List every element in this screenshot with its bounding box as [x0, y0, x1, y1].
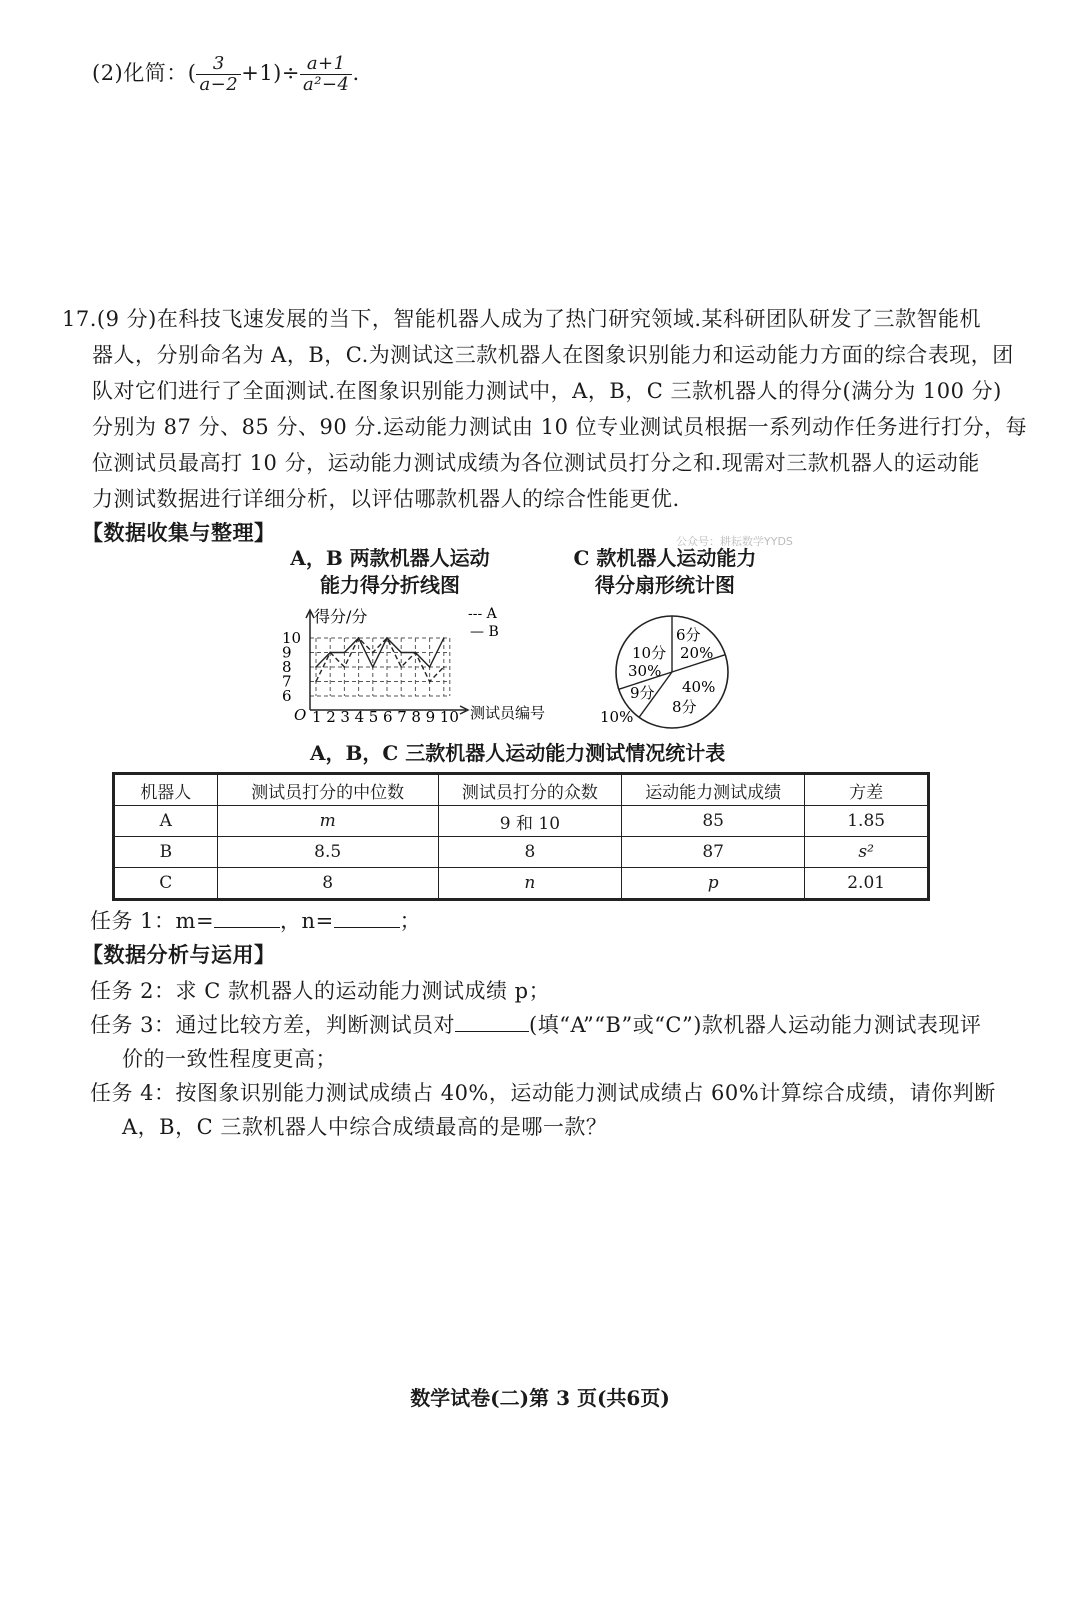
table-row: [114, 868, 929, 900]
x-tick-label: 2: [326, 708, 336, 725]
answer-blank-task3[interactable]: [455, 1009, 529, 1032]
table-cell: 8: [438, 837, 621, 868]
pie-pct-8: 40%: [682, 678, 716, 696]
x-tick-label: 4: [354, 708, 365, 725]
y-axis-label: 得分/分: [314, 607, 368, 626]
table-header: 测试员打分的众数: [438, 774, 621, 806]
point-b: [429, 666, 431, 668]
x-tick-label: 6: [383, 708, 393, 725]
table-cell: B: [114, 837, 218, 868]
x-tick-label: 10: [439, 708, 459, 725]
point-a: [429, 681, 431, 683]
y-tick-label: 6: [282, 687, 292, 705]
line-chart-title: A，B 两款机器人运动 能力得分折线图: [290, 546, 490, 597]
table-cell: 1.85: [805, 806, 929, 837]
table-cell: m: [217, 806, 438, 837]
x-tick-label: 7: [397, 708, 407, 725]
pie-chart: [590, 612, 750, 732]
point-b: [386, 637, 388, 639]
y-tick-label: 8: [282, 658, 292, 676]
q16-part2: (2)化简：( $\frac{3}{a-2}$ +1)÷ $\frac{a+1}{\text{a²−4}}$ .: [92, 53, 360, 95]
task-1: 任务 1：m= ，n= ；: [90, 904, 421, 938]
pie-pct-6: 20%: [680, 644, 714, 662]
pie-pct-9: 10%: [600, 708, 634, 726]
point-b: [400, 652, 402, 654]
pie-pct-10: 30%: [628, 662, 662, 680]
y-tick-label: 9: [282, 643, 292, 662]
table-title: A，B，C 三款机器人运动能力测试情况统计表: [310, 741, 726, 765]
table-row: [114, 837, 929, 868]
point-b: [344, 652, 346, 654]
origin-label: O: [294, 706, 307, 724]
point-b: [329, 652, 331, 654]
pie-label-6: 6分: [676, 626, 701, 644]
pie-label-10: 10分: [632, 644, 667, 662]
table-header: 测试员打分的中位数: [217, 774, 438, 806]
y-tick-label: 10: [282, 629, 302, 647]
q17-line-4: 分别为 87 分、85 分、90 分.运动能力测试由 10 位专业测试员根据一系列动作任务进行打分，每: [92, 415, 1028, 439]
x-axis-label: 测试员编号: [470, 704, 546, 722]
q17-line-3: 队对它们进行了全面测试.在图象识别能力测试中，A，B，C 三款机器人的得分(满分为 100 分): [92, 379, 1002, 403]
task-4-cont: A，B，C 三款机器人中综合成绩最高的是哪一款？: [122, 1115, 608, 1139]
answer-blank-m[interactable]: [214, 905, 280, 928]
pie-chart-title: C 款机器人运动能力 得分扇形统计图: [573, 546, 757, 597]
q17-line-2: 器人，分别命名为 A，B，C.为测试这三款机器人在图象识别能力和运动能力方面的综合表现，团: [92, 343, 1014, 367]
task-3: 任务 3：通过比较方差，判断测试员对 (填“A”“B”或“C”)款机器人运动能力测试表现评: [90, 1008, 981, 1042]
point-b: [415, 652, 417, 654]
pie-label-9: 9分: [630, 684, 655, 702]
section-data-analysis: 【数据分析与运用】: [82, 942, 276, 967]
table-cell: A: [114, 806, 218, 837]
stats-table: [112, 772, 930, 901]
x-tick-label: 8: [411, 708, 421, 725]
table-cell: 2.01: [805, 868, 929, 900]
point-a: [344, 666, 346, 668]
point-a: [443, 666, 445, 668]
point-a: [372, 652, 374, 654]
x-tick-label: 3: [340, 708, 350, 725]
q17-line-6: 力测试数据进行详细分析，以评估哪款机器人的综合性能更优.: [92, 487, 680, 511]
q17-line-5: 位测试员最高打 10 分，运动能力测试成绩为各位测试员打分之和.现需对三款机器人的运动能: [92, 451, 980, 475]
y-tick-label: 7: [282, 672, 292, 691]
table-cell: C: [114, 868, 218, 900]
point-b: [315, 666, 317, 668]
table-cell: 8.5: [217, 837, 438, 868]
watermark: 公众号：耕耘数学YYDS: [676, 535, 793, 548]
table-cell: n: [438, 868, 621, 900]
table-cell: 87: [622, 837, 805, 868]
table-cell: 9 和 10: [438, 806, 621, 837]
page-footer: 数学试卷(二)第 3 页(共6页): [410, 1386, 670, 1410]
task-3-cont: 价的一致性程度更高；: [122, 1047, 337, 1071]
x-tick-label: 9: [425, 708, 436, 725]
table-header: 机器人: [114, 774, 218, 806]
table-cell: p: [622, 868, 805, 900]
point-b: [358, 637, 360, 639]
table-cell: s²: [805, 837, 929, 868]
series-line-a: [316, 638, 444, 682]
legend-a: --- A: [468, 606, 497, 622]
task-4: 任务 4：按图象识别能力测试成绩占 40%，运动能力测试成绩占 60%计算综合成绩，请你判断: [90, 1081, 996, 1105]
point-b: [443, 637, 445, 639]
table-cell: 85: [622, 806, 805, 837]
section-data-collection: 【数据收集与整理】: [82, 520, 276, 545]
task-2: 任务 2：求 C 款机器人的运动能力测试成绩 p；: [90, 979, 551, 1003]
point-b: [372, 666, 374, 668]
fraction-2: $\frac{a+1}{\text{a²−4}}$: [300, 54, 352, 95]
q17-line-1: 17.(9 分)在科技飞速发展的当下，智能机器人成为了热门研究领域.某科研团队研发了三款智能机: [62, 307, 981, 331]
fraction-1: $\frac{3}{a-2}$: [196, 54, 241, 95]
table-header-row: [114, 774, 929, 806]
table-header: 方差: [805, 774, 929, 806]
line-chart: [280, 600, 580, 725]
pie-label-8: 8分: [672, 698, 697, 716]
point-a: [315, 681, 317, 683]
legend-b: — B: [470, 624, 499, 640]
x-tick-label: 1: [312, 708, 322, 725]
table-cell: 8: [217, 868, 438, 900]
answer-blank-n[interactable]: [334, 905, 400, 928]
table-header: 运动能力测试成绩: [622, 774, 805, 806]
table-row: [114, 806, 929, 837]
x-tick-label: 5: [368, 708, 379, 725]
point-a: [400, 666, 402, 668]
